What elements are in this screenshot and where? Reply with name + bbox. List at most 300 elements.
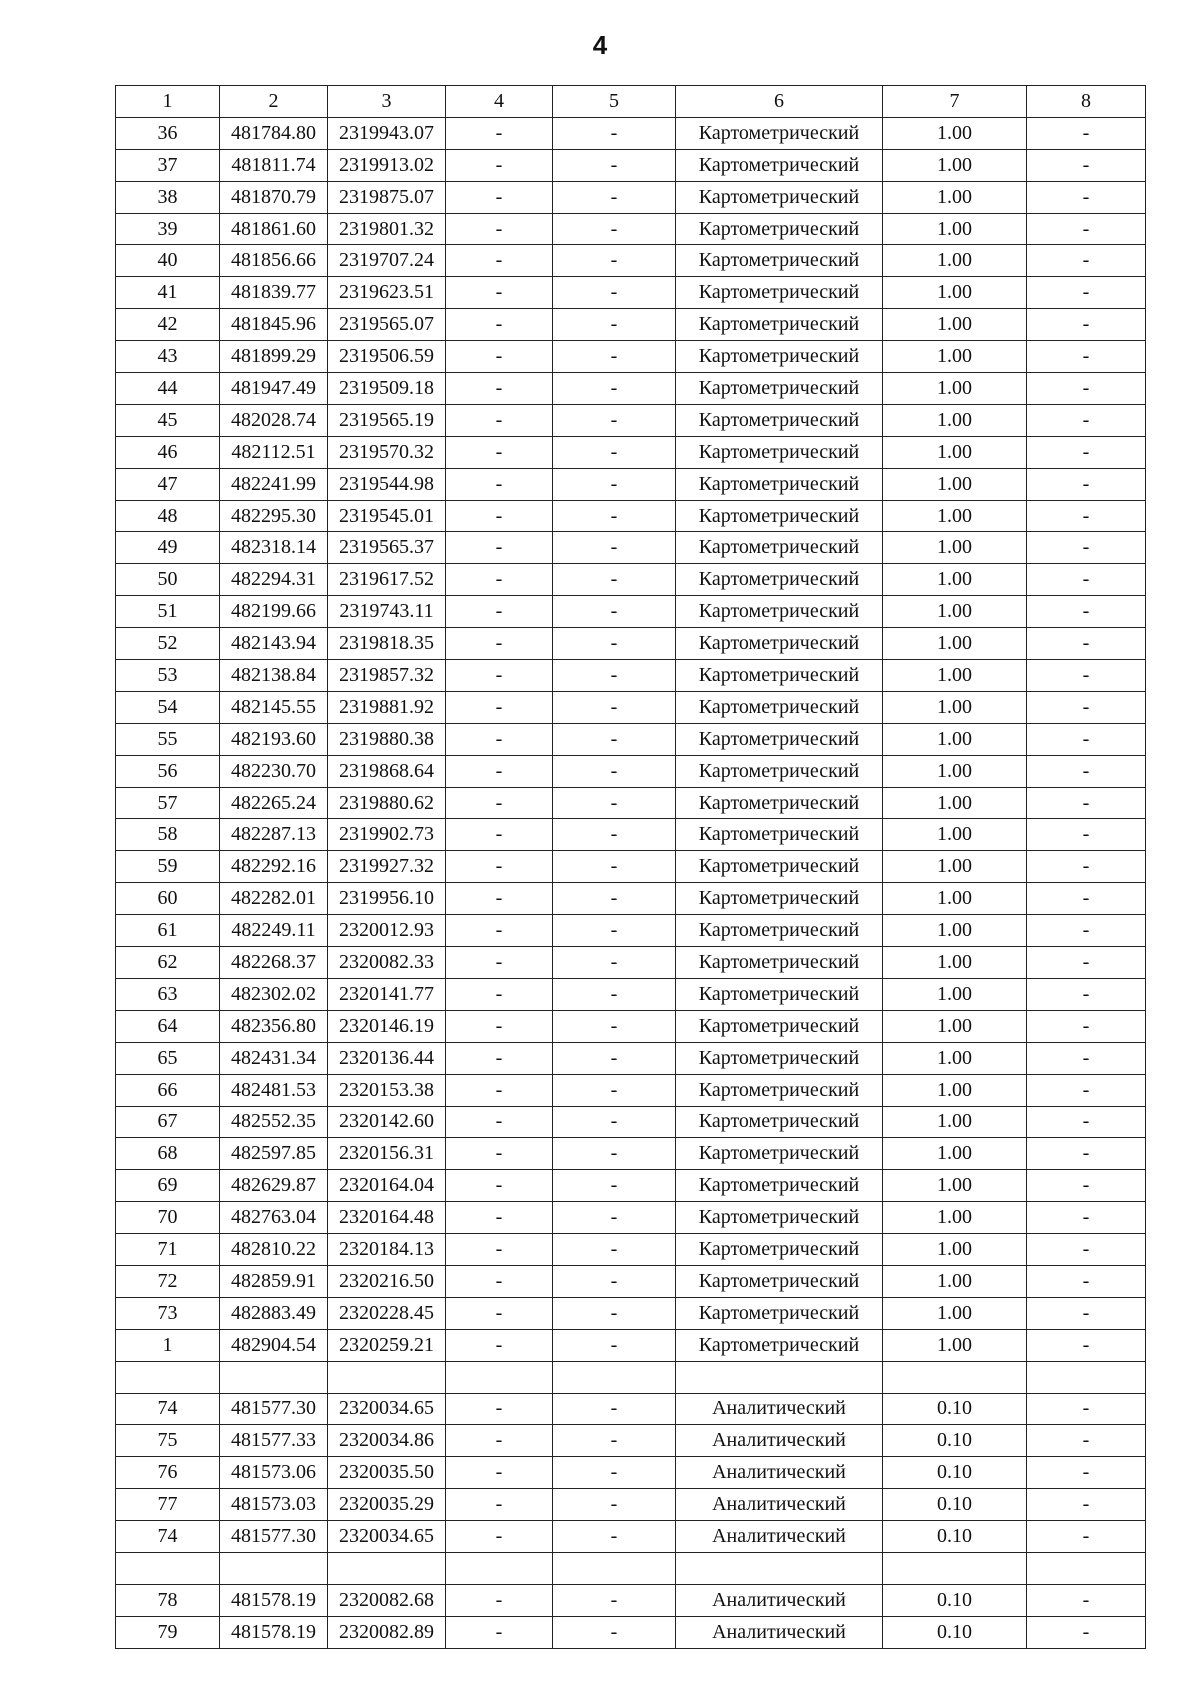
- y-coordinate-cell: 2320012.93: [328, 915, 446, 947]
- accuracy-cell: 1.00: [883, 723, 1027, 755]
- y-coordinate-cell: 2320136.44: [328, 1042, 446, 1074]
- col8-cell: -: [1027, 787, 1146, 819]
- accuracy-cell: 1.00: [883, 691, 1027, 723]
- y-coordinate-cell: 2319880.62: [328, 787, 446, 819]
- accuracy-cell: 1.00: [883, 468, 1027, 500]
- table-row: [116, 1170, 1146, 1202]
- col8-cell: -: [1027, 691, 1146, 723]
- method-cell: Картометрический: [676, 1170, 883, 1202]
- x-coordinate-cell: 482249.11: [220, 915, 328, 947]
- point-number-cell: 75: [116, 1425, 220, 1457]
- y-coordinate-cell: 2319570.32: [328, 436, 446, 468]
- col4-cell: -: [446, 883, 553, 915]
- point-number-cell: 38: [116, 181, 220, 213]
- col8-cell: [1027, 1552, 1146, 1584]
- point-number-cell: 74: [116, 1521, 220, 1553]
- table-row: [116, 1361, 1146, 1393]
- point-number-cell: 1: [116, 1329, 220, 1361]
- point-number-cell: 57: [116, 787, 220, 819]
- method-cell: Картометрический: [676, 1138, 883, 1170]
- point-number-cell: 66: [116, 1074, 220, 1106]
- col5-cell: [553, 1361, 676, 1393]
- accuracy-cell: 1.00: [883, 1234, 1027, 1266]
- accuracy-cell: 1.00: [883, 915, 1027, 947]
- column-header: 8: [1027, 86, 1146, 118]
- col8-cell: -: [1027, 596, 1146, 628]
- point-number-cell: 67: [116, 1106, 220, 1138]
- y-coordinate-cell: 2319617.52: [328, 564, 446, 596]
- col4-cell: -: [446, 213, 553, 245]
- accuracy-cell: 1.00: [883, 500, 1027, 532]
- accuracy-cell: 1.00: [883, 373, 1027, 405]
- table-row: [116, 851, 1146, 883]
- col5-cell: -: [553, 1042, 676, 1074]
- col5-cell: -: [553, 1202, 676, 1234]
- x-coordinate-cell: 482859.91: [220, 1265, 328, 1297]
- accuracy-cell: 1.00: [883, 149, 1027, 181]
- col4-cell: [446, 1361, 553, 1393]
- table-row: [116, 1521, 1146, 1553]
- x-coordinate-cell: 482431.34: [220, 1042, 328, 1074]
- accuracy-cell: 1.00: [883, 404, 1027, 436]
- col5-cell: -: [553, 1010, 676, 1042]
- x-coordinate-cell: 481899.29: [220, 341, 328, 373]
- method-cell: Картометрический: [676, 1202, 883, 1234]
- col8-cell: -: [1027, 851, 1146, 883]
- table-row: [116, 883, 1146, 915]
- col5-cell: -: [553, 1489, 676, 1521]
- col4-cell: -: [446, 660, 553, 692]
- col4-cell: -: [446, 436, 553, 468]
- col8-cell: -: [1027, 883, 1146, 915]
- x-coordinate-cell: 481573.06: [220, 1457, 328, 1489]
- col4-cell: -: [446, 1265, 553, 1297]
- point-number-cell: 61: [116, 915, 220, 947]
- col5-cell: -: [553, 628, 676, 660]
- accuracy-cell: 1.00: [883, 819, 1027, 851]
- y-coordinate-cell: 2319801.32: [328, 213, 446, 245]
- column-header: 6: [676, 86, 883, 118]
- x-coordinate-cell: 482552.35: [220, 1106, 328, 1138]
- y-coordinate-cell: 2320035.50: [328, 1457, 446, 1489]
- y-coordinate-cell: 2319956.10: [328, 883, 446, 915]
- col8-cell: -: [1027, 1297, 1146, 1329]
- col4-cell: -: [446, 787, 553, 819]
- col4-cell: -: [446, 1202, 553, 1234]
- x-coordinate-cell: 481577.33: [220, 1425, 328, 1457]
- col5-cell: -: [553, 149, 676, 181]
- accuracy-cell: 1.00: [883, 341, 1027, 373]
- table-row: [116, 1552, 1146, 1584]
- y-coordinate-cell: 2319707.24: [328, 245, 446, 277]
- y-coordinate-cell: 2320034.65: [328, 1521, 446, 1553]
- col8-cell: -: [1027, 628, 1146, 660]
- method-cell: Картометрический: [676, 1010, 883, 1042]
- x-coordinate-cell: 482287.13: [220, 819, 328, 851]
- col4-cell: -: [446, 1042, 553, 1074]
- x-coordinate-cell: 482138.84: [220, 660, 328, 692]
- x-coordinate-cell: 482193.60: [220, 723, 328, 755]
- table-row: [116, 787, 1146, 819]
- method-cell: Картометрический: [676, 978, 883, 1010]
- table-row: [116, 1616, 1146, 1648]
- x-coordinate-cell: 482481.53: [220, 1074, 328, 1106]
- table-row: [116, 500, 1146, 532]
- y-coordinate-cell: 2320141.77: [328, 978, 446, 1010]
- accuracy-cell: 1.00: [883, 309, 1027, 341]
- column-header: 5: [553, 86, 676, 118]
- col4-cell: -: [446, 596, 553, 628]
- col8-cell: -: [1027, 277, 1146, 309]
- column-header: 1: [116, 86, 220, 118]
- method-cell: Картометрический: [676, 213, 883, 245]
- x-coordinate-cell: 482904.54: [220, 1329, 328, 1361]
- table-row: [116, 1329, 1146, 1361]
- accuracy-cell: 1.00: [883, 1265, 1027, 1297]
- y-coordinate-cell: 2319565.19: [328, 404, 446, 436]
- col4-cell: -: [446, 117, 553, 149]
- y-coordinate-cell: 2320164.04: [328, 1170, 446, 1202]
- point-number-cell: 54: [116, 691, 220, 723]
- col5-cell: -: [553, 213, 676, 245]
- col5-cell: -: [553, 1138, 676, 1170]
- x-coordinate-cell: 482356.80: [220, 1010, 328, 1042]
- accuracy-cell: [883, 1552, 1027, 1584]
- point-number-cell: 53: [116, 660, 220, 692]
- col8-cell: -: [1027, 1138, 1146, 1170]
- col8-cell: -: [1027, 213, 1146, 245]
- x-coordinate-cell: 482295.30: [220, 500, 328, 532]
- accuracy-cell: [883, 1361, 1027, 1393]
- method-cell: [676, 1361, 883, 1393]
- col5-cell: [553, 1552, 676, 1584]
- x-coordinate-cell: 482883.49: [220, 1297, 328, 1329]
- col8-cell: -: [1027, 1010, 1146, 1042]
- y-coordinate-cell: 2320156.31: [328, 1138, 446, 1170]
- col8-cell: -: [1027, 1170, 1146, 1202]
- y-coordinate-cell: [328, 1552, 446, 1584]
- point-number-cell: 77: [116, 1489, 220, 1521]
- table-row: [116, 245, 1146, 277]
- table-row: [116, 1010, 1146, 1042]
- x-coordinate-cell: 481811.74: [220, 149, 328, 181]
- y-coordinate-cell: 2319902.73: [328, 819, 446, 851]
- x-coordinate-cell: 481578.19: [220, 1584, 328, 1616]
- point-number-cell: 48: [116, 500, 220, 532]
- col5-cell: -: [553, 468, 676, 500]
- y-coordinate-cell: 2319509.18: [328, 373, 446, 405]
- accuracy-cell: 1.00: [883, 1042, 1027, 1074]
- point-number-cell: 36: [116, 117, 220, 149]
- method-cell: Картометрический: [676, 787, 883, 819]
- col4-cell: -: [446, 1425, 553, 1457]
- method-cell: Картометрический: [676, 1042, 883, 1074]
- x-coordinate-cell: 482112.51: [220, 436, 328, 468]
- x-coordinate-cell: 481845.96: [220, 309, 328, 341]
- y-coordinate-cell: 2320035.29: [328, 1489, 446, 1521]
- col4-cell: -: [446, 1106, 553, 1138]
- col8-cell: -: [1027, 723, 1146, 755]
- table-header-row: [116, 86, 1146, 118]
- x-coordinate-cell: 482028.74: [220, 404, 328, 436]
- col5-cell: -: [553, 1521, 676, 1553]
- x-coordinate-cell: 481839.77: [220, 277, 328, 309]
- method-cell: Картометрический: [676, 1234, 883, 1266]
- method-cell: [676, 1552, 883, 1584]
- table-row: [116, 1042, 1146, 1074]
- col8-cell: -: [1027, 1393, 1146, 1425]
- table-row: [116, 915, 1146, 947]
- table-row: [116, 1106, 1146, 1138]
- method-cell: Аналитический: [676, 1584, 883, 1616]
- col4-cell: -: [446, 1297, 553, 1329]
- col4-cell: -: [446, 755, 553, 787]
- method-cell: Картометрический: [676, 755, 883, 787]
- point-number-cell: 46: [116, 436, 220, 468]
- col5-cell: -: [553, 915, 676, 947]
- method-cell: Аналитический: [676, 1457, 883, 1489]
- column-header: 4: [446, 86, 553, 118]
- table-row: [116, 1457, 1146, 1489]
- col5-cell: -: [553, 341, 676, 373]
- x-coordinate-cell: 481861.60: [220, 213, 328, 245]
- x-coordinate-cell: 482292.16: [220, 851, 328, 883]
- col5-cell: -: [553, 723, 676, 755]
- col8-cell: -: [1027, 1329, 1146, 1361]
- col8-cell: -: [1027, 915, 1146, 947]
- table-row: [116, 1265, 1146, 1297]
- col8-cell: -: [1027, 1584, 1146, 1616]
- table-row: [116, 1234, 1146, 1266]
- col8-cell: -: [1027, 500, 1146, 532]
- col8-cell: -: [1027, 181, 1146, 213]
- table-row: [116, 404, 1146, 436]
- table-row: [116, 564, 1146, 596]
- method-cell: Аналитический: [676, 1616, 883, 1648]
- table-row: [116, 117, 1146, 149]
- x-coordinate-cell: 481947.49: [220, 373, 328, 405]
- col4-cell: -: [446, 309, 553, 341]
- accuracy-cell: 0.10: [883, 1584, 1027, 1616]
- table-row: [116, 1297, 1146, 1329]
- x-coordinate-cell: 482230.70: [220, 755, 328, 787]
- col4-cell: -: [446, 341, 553, 373]
- col8-cell: -: [1027, 564, 1146, 596]
- y-coordinate-cell: 2320034.86: [328, 1425, 446, 1457]
- y-coordinate-cell: 2320082.89: [328, 1616, 446, 1648]
- method-cell: Картометрический: [676, 373, 883, 405]
- accuracy-cell: 1.00: [883, 628, 1027, 660]
- table-row: [116, 373, 1146, 405]
- col4-cell: -: [446, 373, 553, 405]
- point-number-cell: 52: [116, 628, 220, 660]
- x-coordinate-cell: 481578.19: [220, 1616, 328, 1648]
- y-coordinate-cell: 2319913.02: [328, 149, 446, 181]
- col4-cell: -: [446, 1138, 553, 1170]
- col5-cell: -: [553, 245, 676, 277]
- method-cell: Картометрический: [676, 1265, 883, 1297]
- method-cell: Картометрический: [676, 532, 883, 564]
- point-number-cell: 37: [116, 149, 220, 181]
- col8-cell: -: [1027, 660, 1146, 692]
- x-coordinate-cell: 482318.14: [220, 532, 328, 564]
- accuracy-cell: 1.00: [883, 596, 1027, 628]
- method-cell: Картометрический: [676, 149, 883, 181]
- col5-cell: -: [553, 819, 676, 851]
- col8-cell: -: [1027, 1042, 1146, 1074]
- col5-cell: -: [553, 1297, 676, 1329]
- col4-cell: -: [446, 500, 553, 532]
- method-cell: Картометрический: [676, 628, 883, 660]
- col4-cell: -: [446, 1521, 553, 1553]
- accuracy-cell: 1.00: [883, 1297, 1027, 1329]
- method-cell: Картометрический: [676, 341, 883, 373]
- method-cell: Аналитический: [676, 1393, 883, 1425]
- accuracy-cell: 1.00: [883, 787, 1027, 819]
- accuracy-cell: 1.00: [883, 947, 1027, 979]
- method-cell: Аналитический: [676, 1489, 883, 1521]
- method-cell: Аналитический: [676, 1521, 883, 1553]
- point-number-cell: 47: [116, 468, 220, 500]
- point-number-cell: 39: [116, 213, 220, 245]
- accuracy-cell: 1.00: [883, 1170, 1027, 1202]
- col8-cell: -: [1027, 1074, 1146, 1106]
- col4-cell: -: [446, 564, 553, 596]
- col4-cell: -: [446, 978, 553, 1010]
- x-coordinate-cell: 481573.03: [220, 1489, 328, 1521]
- col4-cell: -: [446, 1457, 553, 1489]
- point-number-cell: 56: [116, 755, 220, 787]
- col5-cell: -: [553, 564, 676, 596]
- point-number-cell: 55: [116, 723, 220, 755]
- table-row: [116, 628, 1146, 660]
- col4-cell: -: [446, 819, 553, 851]
- coordinates-table: [115, 85, 1146, 1649]
- method-cell: Картометрический: [676, 404, 883, 436]
- accuracy-cell: 1.00: [883, 755, 1027, 787]
- point-number-cell: [116, 1552, 220, 1584]
- col8-cell: -: [1027, 532, 1146, 564]
- table-row: [116, 341, 1146, 373]
- col8-cell: -: [1027, 819, 1146, 851]
- point-number-cell: 70: [116, 1202, 220, 1234]
- col5-cell: -: [553, 1393, 676, 1425]
- accuracy-cell: 1.00: [883, 851, 1027, 883]
- method-cell: Картометрический: [676, 947, 883, 979]
- table-row: [116, 660, 1146, 692]
- column-header: 3: [328, 86, 446, 118]
- point-number-cell: 68: [116, 1138, 220, 1170]
- col5-cell: -: [553, 1170, 676, 1202]
- y-coordinate-cell: 2319818.35: [328, 628, 446, 660]
- accuracy-cell: 0.10: [883, 1489, 1027, 1521]
- col8-cell: -: [1027, 1234, 1146, 1266]
- y-coordinate-cell: 2320146.19: [328, 1010, 446, 1042]
- method-cell: Картометрический: [676, 500, 883, 532]
- col8-cell: -: [1027, 149, 1146, 181]
- method-cell: Картометрический: [676, 596, 883, 628]
- table-row: [116, 755, 1146, 787]
- col5-cell: -: [553, 596, 676, 628]
- x-coordinate-cell: 482268.37: [220, 947, 328, 979]
- point-number-cell: 63: [116, 978, 220, 1010]
- accuracy-cell: 1.00: [883, 1074, 1027, 1106]
- point-number-cell: 60: [116, 883, 220, 915]
- method-cell: Картометрический: [676, 1106, 883, 1138]
- x-coordinate-cell: 482294.31: [220, 564, 328, 596]
- table-row: [116, 213, 1146, 245]
- table-row: [116, 1425, 1146, 1457]
- table-row: [116, 1489, 1146, 1521]
- accuracy-cell: 1.00: [883, 978, 1027, 1010]
- method-cell: Картометрический: [676, 309, 883, 341]
- col4-cell: -: [446, 947, 553, 979]
- col8-cell: -: [1027, 468, 1146, 500]
- point-number-cell: 72: [116, 1265, 220, 1297]
- col5-cell: -: [553, 404, 676, 436]
- x-coordinate-cell: 481856.66: [220, 245, 328, 277]
- table-row: [116, 532, 1146, 564]
- col8-cell: -: [1027, 1202, 1146, 1234]
- y-coordinate-cell: 2319868.64: [328, 755, 446, 787]
- col5-cell: -: [553, 1616, 676, 1648]
- y-coordinate-cell: 2320216.50: [328, 1265, 446, 1297]
- accuracy-cell: 0.10: [883, 1521, 1027, 1553]
- col8-cell: -: [1027, 373, 1146, 405]
- point-number-cell: 45: [116, 404, 220, 436]
- col8-cell: -: [1027, 1521, 1146, 1553]
- table-row: [116, 1074, 1146, 1106]
- x-coordinate-cell: 482282.01: [220, 883, 328, 915]
- y-coordinate-cell: 2319927.32: [328, 851, 446, 883]
- method-cell: Картометрический: [676, 468, 883, 500]
- col8-cell: -: [1027, 978, 1146, 1010]
- table-body: [116, 117, 1146, 1648]
- col5-cell: -: [553, 947, 676, 979]
- col4-cell: [446, 1552, 553, 1584]
- y-coordinate-cell: 2320228.45: [328, 1297, 446, 1329]
- column-header: 2: [220, 86, 328, 118]
- col5-cell: -: [553, 787, 676, 819]
- col4-cell: -: [446, 1074, 553, 1106]
- col4-cell: -: [446, 181, 553, 213]
- x-coordinate-cell: 482810.22: [220, 1234, 328, 1266]
- col4-cell: -: [446, 1489, 553, 1521]
- method-cell: Картометрический: [676, 245, 883, 277]
- point-number-cell: 76: [116, 1457, 220, 1489]
- y-coordinate-cell: 2320082.68: [328, 1584, 446, 1616]
- method-cell: Картометрический: [676, 564, 883, 596]
- method-cell: Картометрический: [676, 1297, 883, 1329]
- col8-cell: -: [1027, 755, 1146, 787]
- point-number-cell: 42: [116, 309, 220, 341]
- col5-cell: -: [553, 1425, 676, 1457]
- y-coordinate-cell: [328, 1361, 446, 1393]
- table-row: [116, 819, 1146, 851]
- y-coordinate-cell: 2319623.51: [328, 277, 446, 309]
- col4-cell: -: [446, 851, 553, 883]
- point-number-cell: 69: [116, 1170, 220, 1202]
- accuracy-cell: 1.00: [883, 564, 1027, 596]
- x-coordinate-cell: 482265.24: [220, 787, 328, 819]
- point-number-cell: 73: [116, 1297, 220, 1329]
- method-cell: Картометрический: [676, 436, 883, 468]
- method-cell: Картометрический: [676, 117, 883, 149]
- accuracy-cell: 1.00: [883, 181, 1027, 213]
- x-coordinate-cell: 482143.94: [220, 628, 328, 660]
- col4-cell: -: [446, 1170, 553, 1202]
- method-cell: Аналитический: [676, 1425, 883, 1457]
